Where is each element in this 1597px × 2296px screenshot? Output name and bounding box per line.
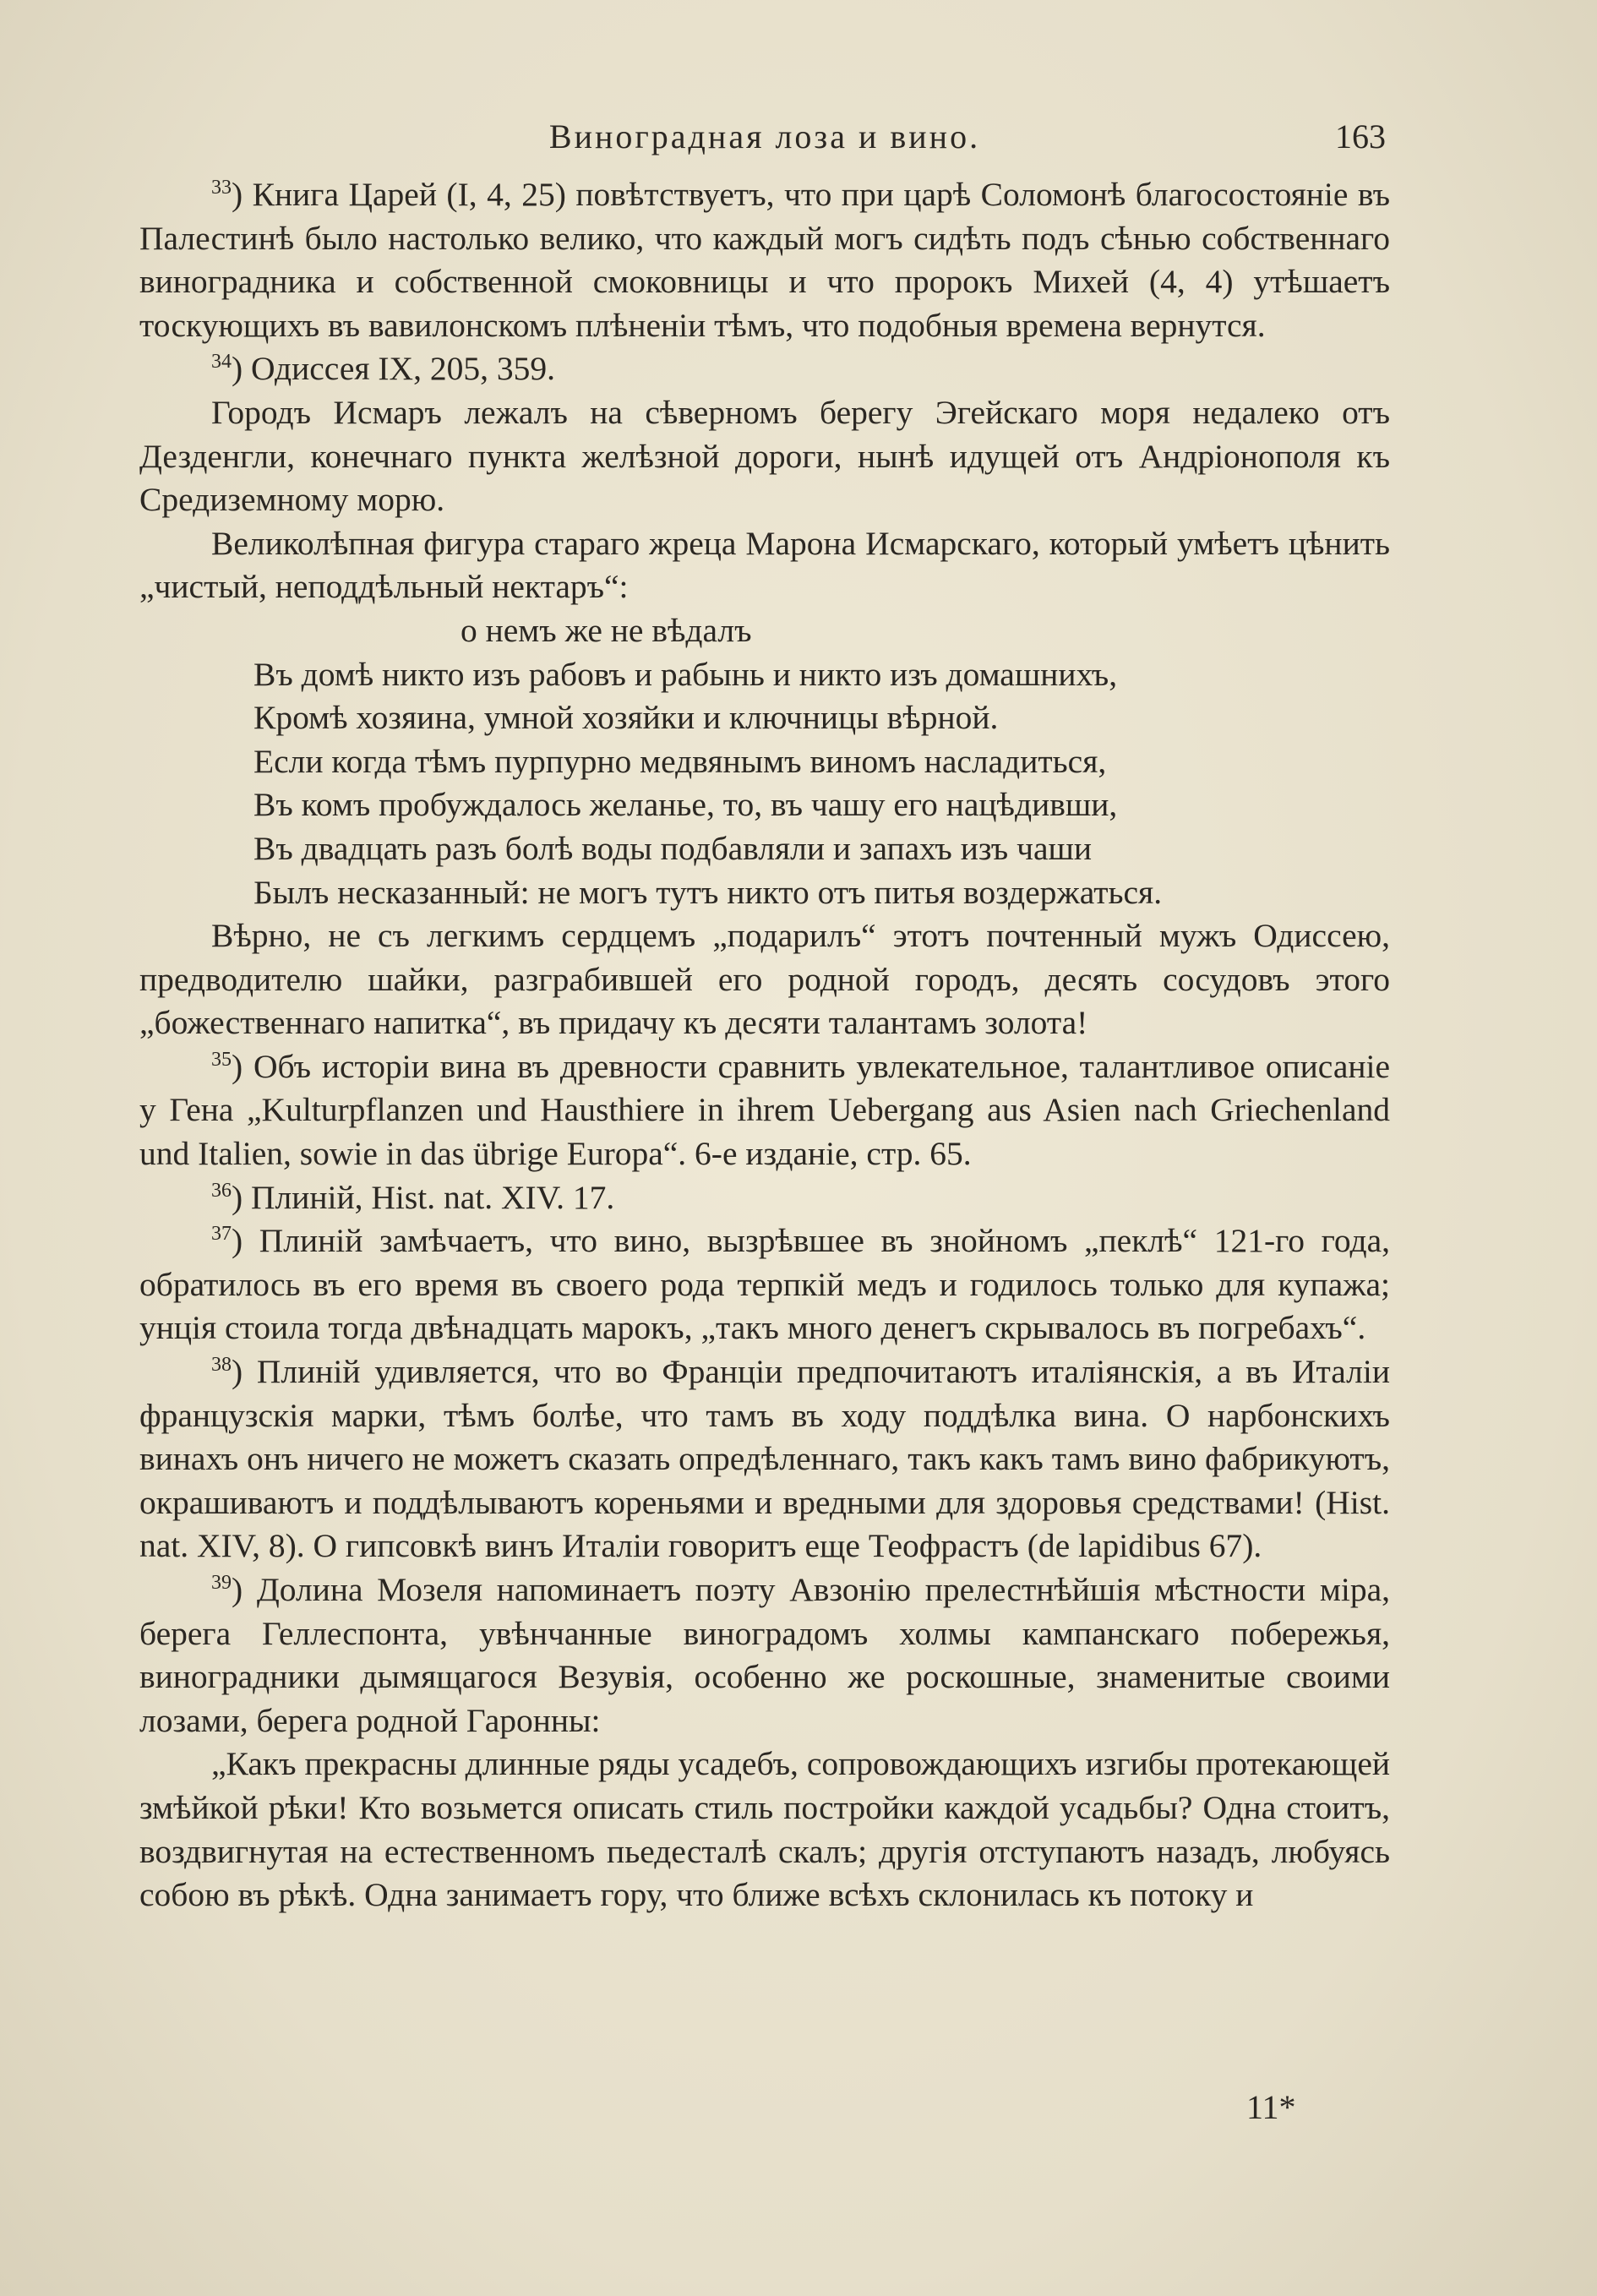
verse-line: о немъ же не вѣдалъ: [461, 611, 752, 649]
note-text: ) Долина Мозеля напоминаетъ поэту Авзонію прелестнѣйшія мѣстности міра, берега Геллеспонта, увѣнчанные виноградомъ холмы кампанскаго побережья, виноградники дымящагося Везувія, особенно же роскошные, знаменитые своими лозами, берега родной Гаронны:: [139, 1571, 1390, 1739]
note-number: 37: [211, 1223, 232, 1246]
note-39: [139, 1568, 1390, 1742]
verse-line: Въ комъ пробуждалось желанье, то, въ чашу его нацѣдивши,: [253, 786, 1118, 824]
note-34-paragraph: Вѣрно, не съ легкимъ сердцемъ „подарилъ“ этотъ почтенный мужъ Одиссею, предводителю шайки, разграбившей его родной городъ, десять сосудовъ этого „божественнаго напитка“, въ придачу къ десяти талантамъ золота!: [139, 917, 1390, 1042]
note-text: ) Объ исторіи вина въ древности сравнить увлекательное, талантливое описаніе у Гена „Kulturpflanzen und Hausthiere in ihrem Uebergang aus Asien nach Griechenland und Italien, sowie in das übrige Europa“. 6-е изданіе, стр. 65.: [139, 1047, 1390, 1173]
note-35: [139, 1045, 1390, 1176]
note-number: 38: [211, 1353, 232, 1376]
verse-line: Если когда тѣмъ пурпурно медвянымъ виномъ насладиться,: [253, 742, 1107, 780]
note-37: [139, 1219, 1390, 1350]
running-title: Виноградная лоза и вино.: [548, 117, 981, 155]
note-number: 36: [211, 1179, 232, 1202]
verse-line: Въ двадцать разъ болѣ воды подбавляли и запахъ изъ чаши: [253, 829, 1093, 867]
note-34: [139, 347, 1390, 391]
note-39-quote: „Какъ прекрасны длинные ряды усадебъ, сопровождающихъ изгибы протекающей змѣйкой рѣки! Кто возьмется описать стиль постройки каждой усадьбы? Одна стоитъ, воздвигнутая на естественномъ пьедесталѣ скалъ; другія отступаютъ назадъ, любуясь собою въ рѣкѣ. Одна занимаетъ гору, что ближе всѣхъ склонилась къ потоку и: [139, 1745, 1390, 1914]
note-33: [139, 173, 1390, 347]
note-34-paragraph: Великолѣпная фигура стараго жреца Марона Исмарскаго, который умѣетъ цѣнить „чистый, неподдѣльный нектаръ“:: [139, 524, 1390, 606]
verse-quote: [253, 609, 1390, 914]
note-number: 35: [211, 1048, 232, 1071]
note-number: 33: [211, 176, 232, 199]
note-text: ) Плиній замѣчаетъ, что вино, вызрѣвшее въ знойномъ „пеклѣ“ 121-го года, обратилось въ его время въ своего рода терпкій медъ и годилось только для купажа; унція стоила тогда двѣнадцать марокъ, „такъ много денегъ скрывалось въ погребахъ“.: [139, 1222, 1390, 1347]
note-text: ) Одиссея IX, 205, 359.: [232, 350, 555, 388]
note-text: ) Плиній, Hist. nat. XIV. 17.: [232, 1178, 615, 1216]
note-text: ) Плиній удивляется, что во Франціи предпочитаютъ италіянскія, а въ Италіи французскія марки, тѣмъ болѣе, что тамъ въ ходу поддѣлка вина. О нарбонскихъ винахъ онъ ничего не можетъ сказать опредѣленнаго, такъ какъ тамъ вино фабрикуютъ, окрашиваютъ и поддѣлываютъ кореньями и вредными для здоровья средствами! (Hist. nat. XIV, 8). О гипсовкѣ винъ Италіи говоритъ еще Теофрастъ (de lapidibus 67).: [139, 1353, 1390, 1565]
note-38: [139, 1350, 1390, 1568]
page-body: [139, 173, 1390, 1917]
running-header: [144, 110, 1386, 161]
note-34-paragraph: Городъ Исмаръ лежалъ на сѣверномъ берегу Эгейскаго моря недалеко отъ Дезденгли, конечнаго пункта желѣзной дороги, нынѣ идущей отъ Андріонополя къ Средиземному морю.: [139, 393, 1390, 519]
verse-line: Кромѣ хозяина, умной хозяйки и ключницы вѣрной.: [253, 699, 999, 737]
signature-mark: 11*: [1246, 2088, 1296, 2126]
note-number: 34: [211, 351, 232, 374]
note-text: ) Книга Царей (I, 4, 25) повѣтствуетъ, что при царѣ Соломонѣ благосостояніе въ Палестинѣ было настолько велико, что каждый могъ сидѣть подъ сѣнью собственнаго виноградника и собственной смоковницы и что пророкъ Михей (4, 4) утѣшаетъ тоскующихъ въ вавилонскомъ плѣненіи тѣмъ, что подобныя времена вернутся.: [139, 176, 1390, 344]
verse-line: Былъ несказанный: не могъ тутъ никто отъ питья воздержаться.: [253, 873, 1163, 911]
note-36: [139, 1176, 1390, 1220]
page-number: 163: [1335, 117, 1386, 155]
verse-line: Въ домѣ никто изъ рабовъ и рабынь и никто изъ домашнихъ,: [253, 655, 1118, 693]
note-number: 39: [211, 1571, 232, 1594]
